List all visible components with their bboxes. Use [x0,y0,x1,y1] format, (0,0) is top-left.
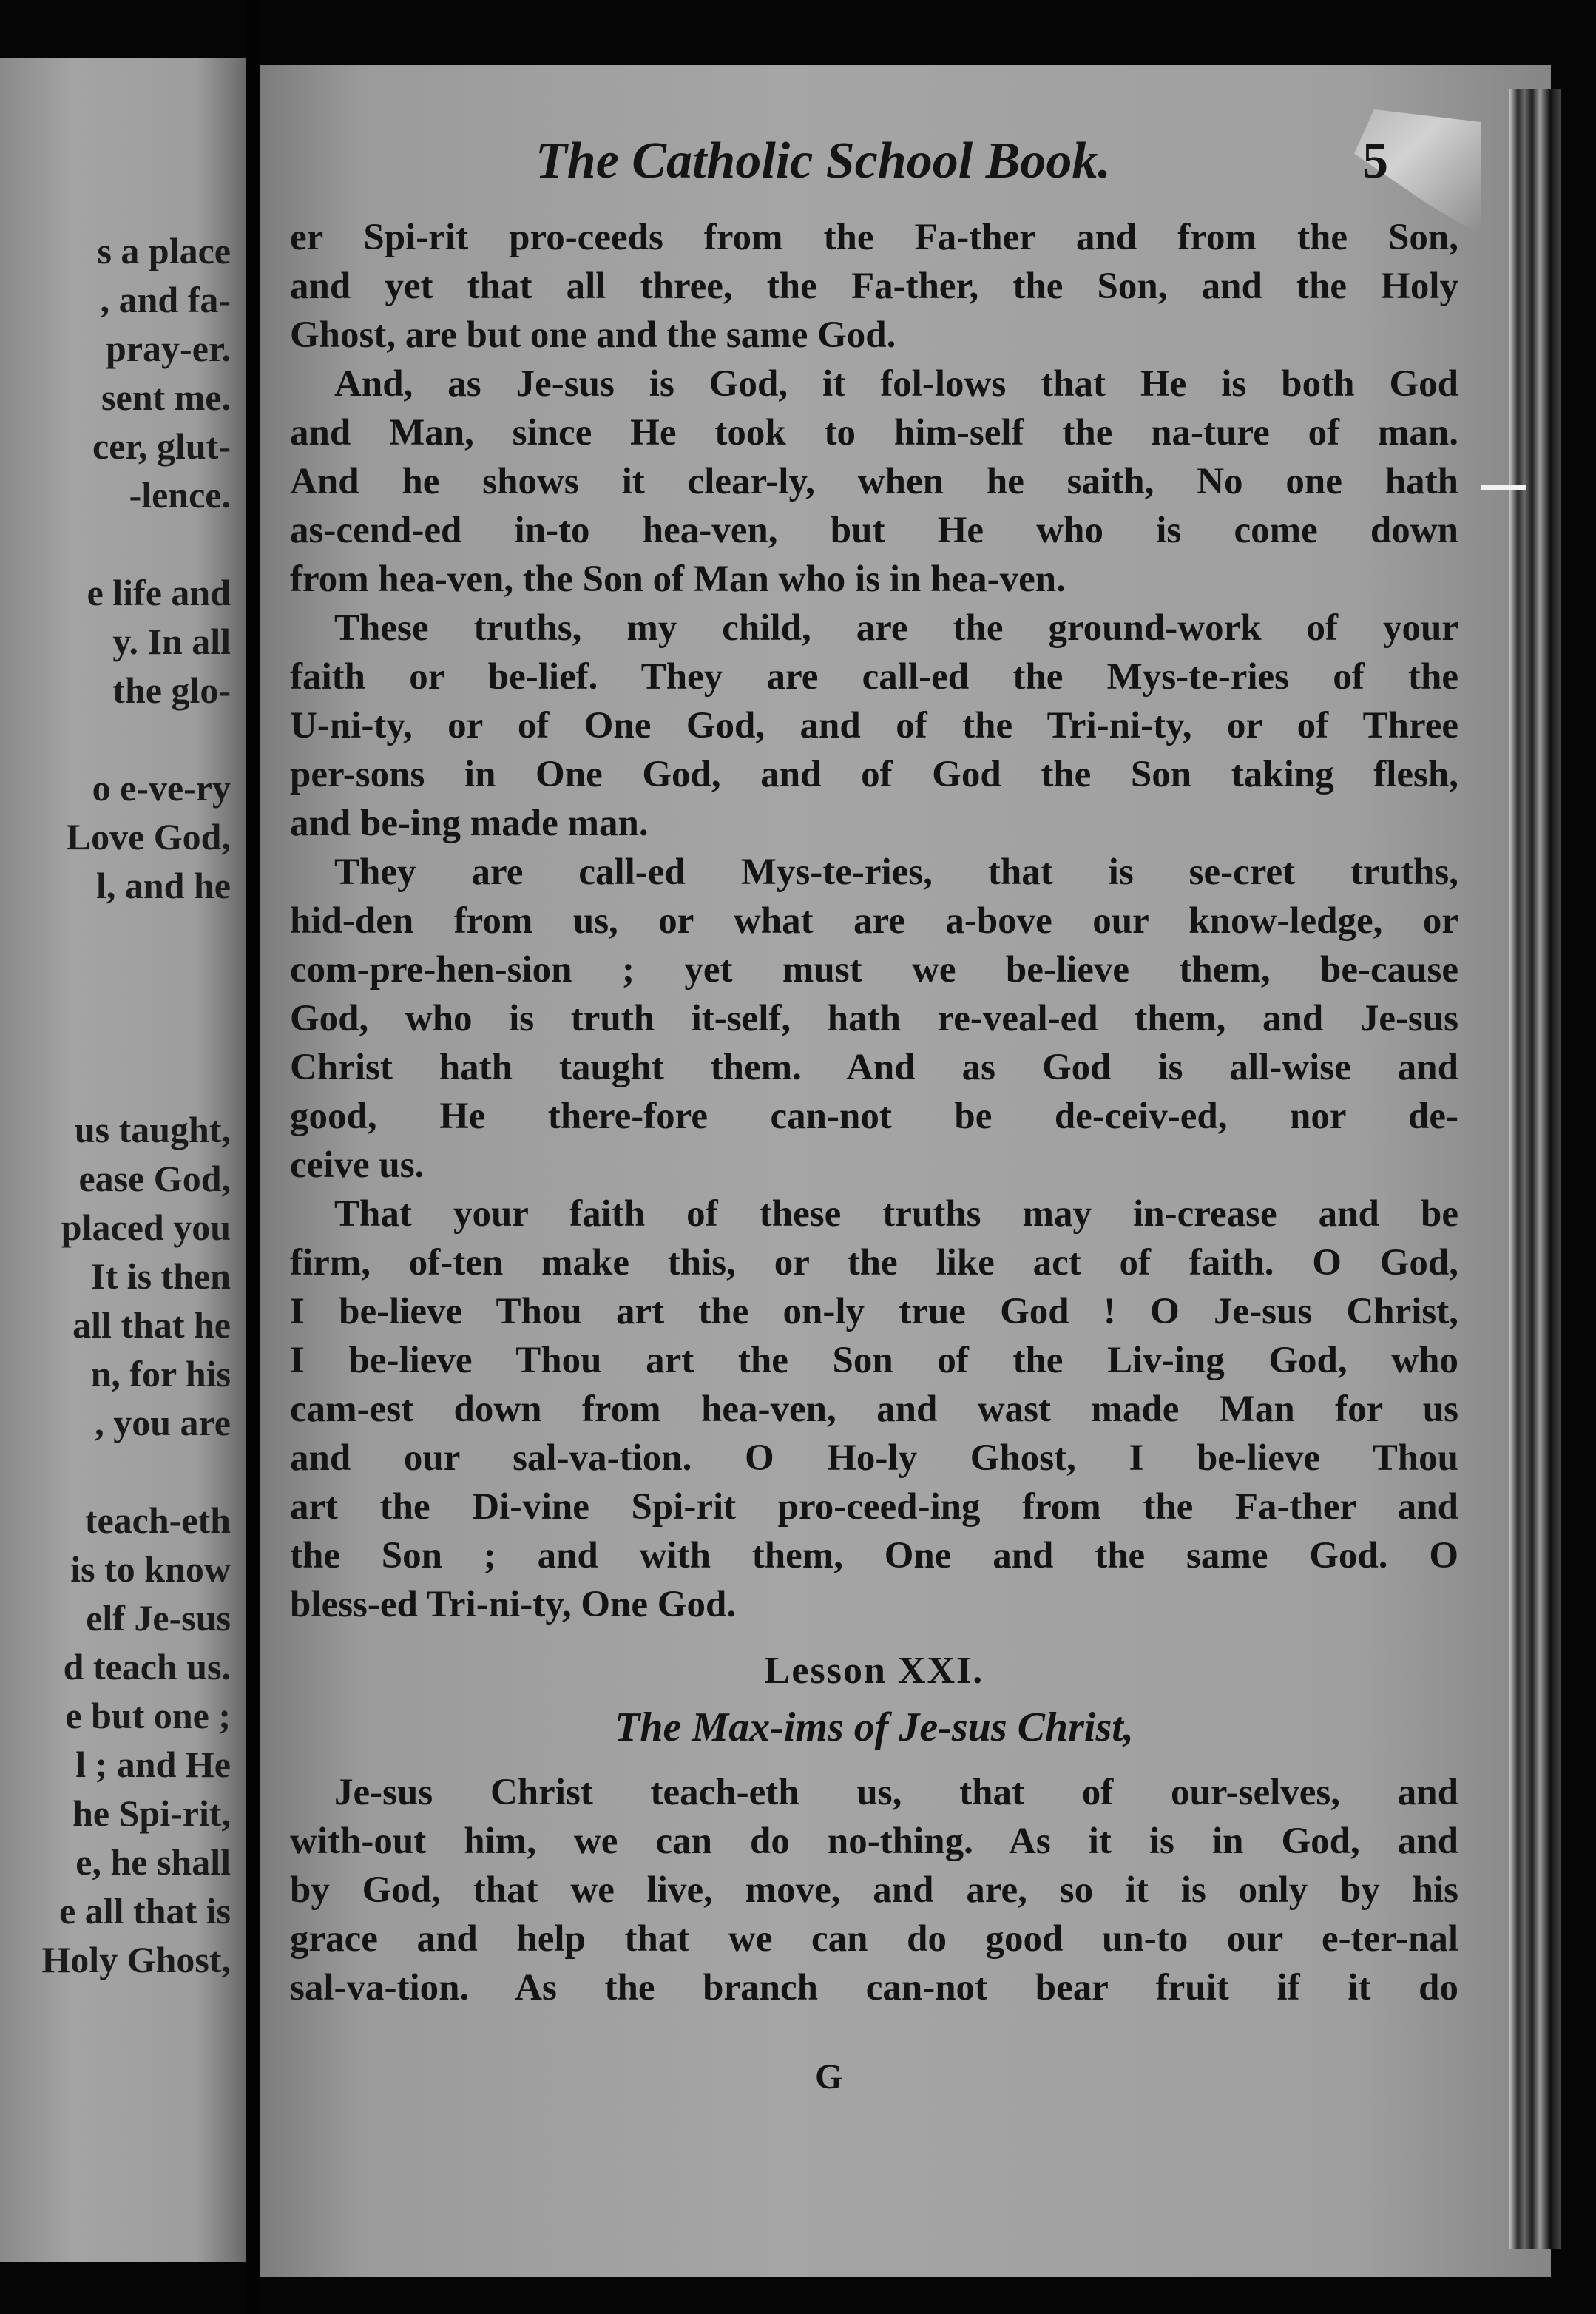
left-page-line: e all that is [59,1890,231,1932]
left-page-line: is to know [70,1548,231,1590]
left-page-line: Holy Ghost, [41,1939,231,1980]
left-page-line: n, for his [90,1353,231,1394]
signature-mark: G [815,2057,843,2097]
text-line: U-ni-ty, or of One God, and of the Tri-ni-ty, or of Three [290,705,1458,746]
text-line: good, He there-fore can-not be de-ceiv-ed, nor de- [290,1096,1458,1137]
text-line: And he shows it clear-ly, when he saith, No one hath [290,461,1458,502]
left-page-line: placed you [61,1207,231,1248]
edge-tab-mark [1481,485,1526,490]
right-page [260,65,1551,2277]
left-page-line: d teach us. [63,1646,231,1687]
text-line: bless-ed Tri-ni-ty, One God. [290,1584,737,1625]
text-line: Christ hath taught them. And as God is all-wise and [290,1047,1458,1088]
left-page-line: o e-ve-ry [92,767,231,809]
text-line: and be-ing made man. [290,803,649,844]
lesson-paragraph [290,1768,1458,2012]
left-page-line: all that he [72,1304,231,1346]
text-line: Ghost, are but one and the same God. [290,314,896,356]
left-page-line: e, he shall [75,1841,231,1883]
text-line: with-out him, we can do no-thing. As it is in God, and [290,1821,1458,1862]
left-page-line: he Spi-rit, [72,1792,231,1834]
text-line: hid-den from us, or what are a-bove our know-ledge, or [290,900,1458,942]
left-page-line: elf Je-sus [86,1597,231,1639]
text-line: as-cend-ed in-to hea-ven, but He who is come down [290,510,1458,551]
left-page-line: e life and [87,572,231,613]
text-line: And, as Je-sus is God, it fol-lows that He is both God [334,363,1458,405]
left-page-line: , and fa- [100,279,231,320]
text-line: art the Di-vine Spi-rit pro-ceed-ing from the Fa-ther and [290,1486,1458,1528]
left-page-line: , you are [95,1402,231,1443]
left-page-line: us taught, [74,1109,231,1150]
text-line: com-pre-hen-sion ; yet must we be-lieve them, be-cause [290,949,1458,991]
text-line: cam-est down from hea-ven, and wast made Man for us [290,1389,1458,1430]
text-line: by God, that we live, move, and are, so it is only by his [290,1869,1458,1911]
page-edge-stack [1509,89,1561,2249]
text-line: These truths, my child, are the ground-work of your [334,607,1458,649]
left-page-line: e but one ; [65,1695,231,1736]
left-page-line: l, and he [95,865,231,906]
text-line: and Man, since He took to him-self the na-ture of man. [290,412,1458,453]
text-line: per-sons in One God, and of God the Son taking flesh, [290,754,1458,795]
text-line: er Spi-rit pro-ceeds from the Fa-ther and from the Son, [290,217,1458,258]
text-line: I be-lieve Thou art the Son of the Liv-ing God, who [290,1340,1458,1381]
book-gutter [246,0,260,2314]
left-page-line: the glo- [112,669,231,711]
text-line: the Son ; and with them, One and the same God. O [290,1535,1458,1576]
left-page-line: Love God, [66,816,231,857]
left-page-line: cer, glut- [92,425,231,467]
text-line: and our sal-va-tion. O Ho-ly Ghost, I be-lieve Thou [290,1437,1458,1479]
text-line: and yet that all three, the Fa-ther, the Son, and the Holy [290,266,1458,307]
text-line: God, who is truth it-self, hath re-veal-ed them, and Je-sus [290,998,1458,1039]
text-line: grace and help that we can do good un-to our e-ter-nal [290,1918,1458,1960]
running-head: The Catholic School Book. [535,132,1111,189]
left-page-line: ease God, [78,1158,231,1199]
left-page-line: It is then [91,1255,231,1297]
left-page-line: y. In all [112,621,231,662]
left-page-line: l ; and He [75,1744,231,1785]
body-paragraphs [290,213,1458,1629]
text-line: sal-va-tion. As the branch can-not bear fruit if it do [290,1967,1458,2008]
left-facing-page [0,58,246,2262]
text-line: from hea-ven, the Son of Man who is in hea-ven. [290,559,1066,600]
text-line: I be-lieve Thou art the on-ly true God ! O Je-sus Christ, [290,1291,1458,1332]
lesson-heading: Lesson XXI. [764,1650,984,1692]
text-line: That your faith of these truths may in-crease and be [334,1193,1458,1235]
text-line: ceive us. [290,1144,425,1186]
left-page-line: pray-er. [106,328,231,369]
page-number: 5 [1362,132,1388,189]
left-page-line: sent me. [101,377,231,418]
page-header [260,132,1551,206]
section-title: The Max-ims of Je-sus Christ, [615,1704,1134,1750]
page-text [290,213,1458,2012]
text-line: Je-sus Christ teach-eth us, that of our-selves, and [334,1772,1458,1813]
left-page-line: s a place [97,230,231,271]
text-line: faith or be-lief. They are call-ed the Mys-te-ries of the [290,656,1458,698]
left-page-line: teach-eth [84,1500,231,1541]
text-line: firm, of-ten make this, or the like act of faith. O God, [290,1242,1458,1284]
left-page-line: -lence. [129,474,231,516]
text-line: They are call-ed Mys-te-ries, that is se-cret truths, [334,851,1458,893]
